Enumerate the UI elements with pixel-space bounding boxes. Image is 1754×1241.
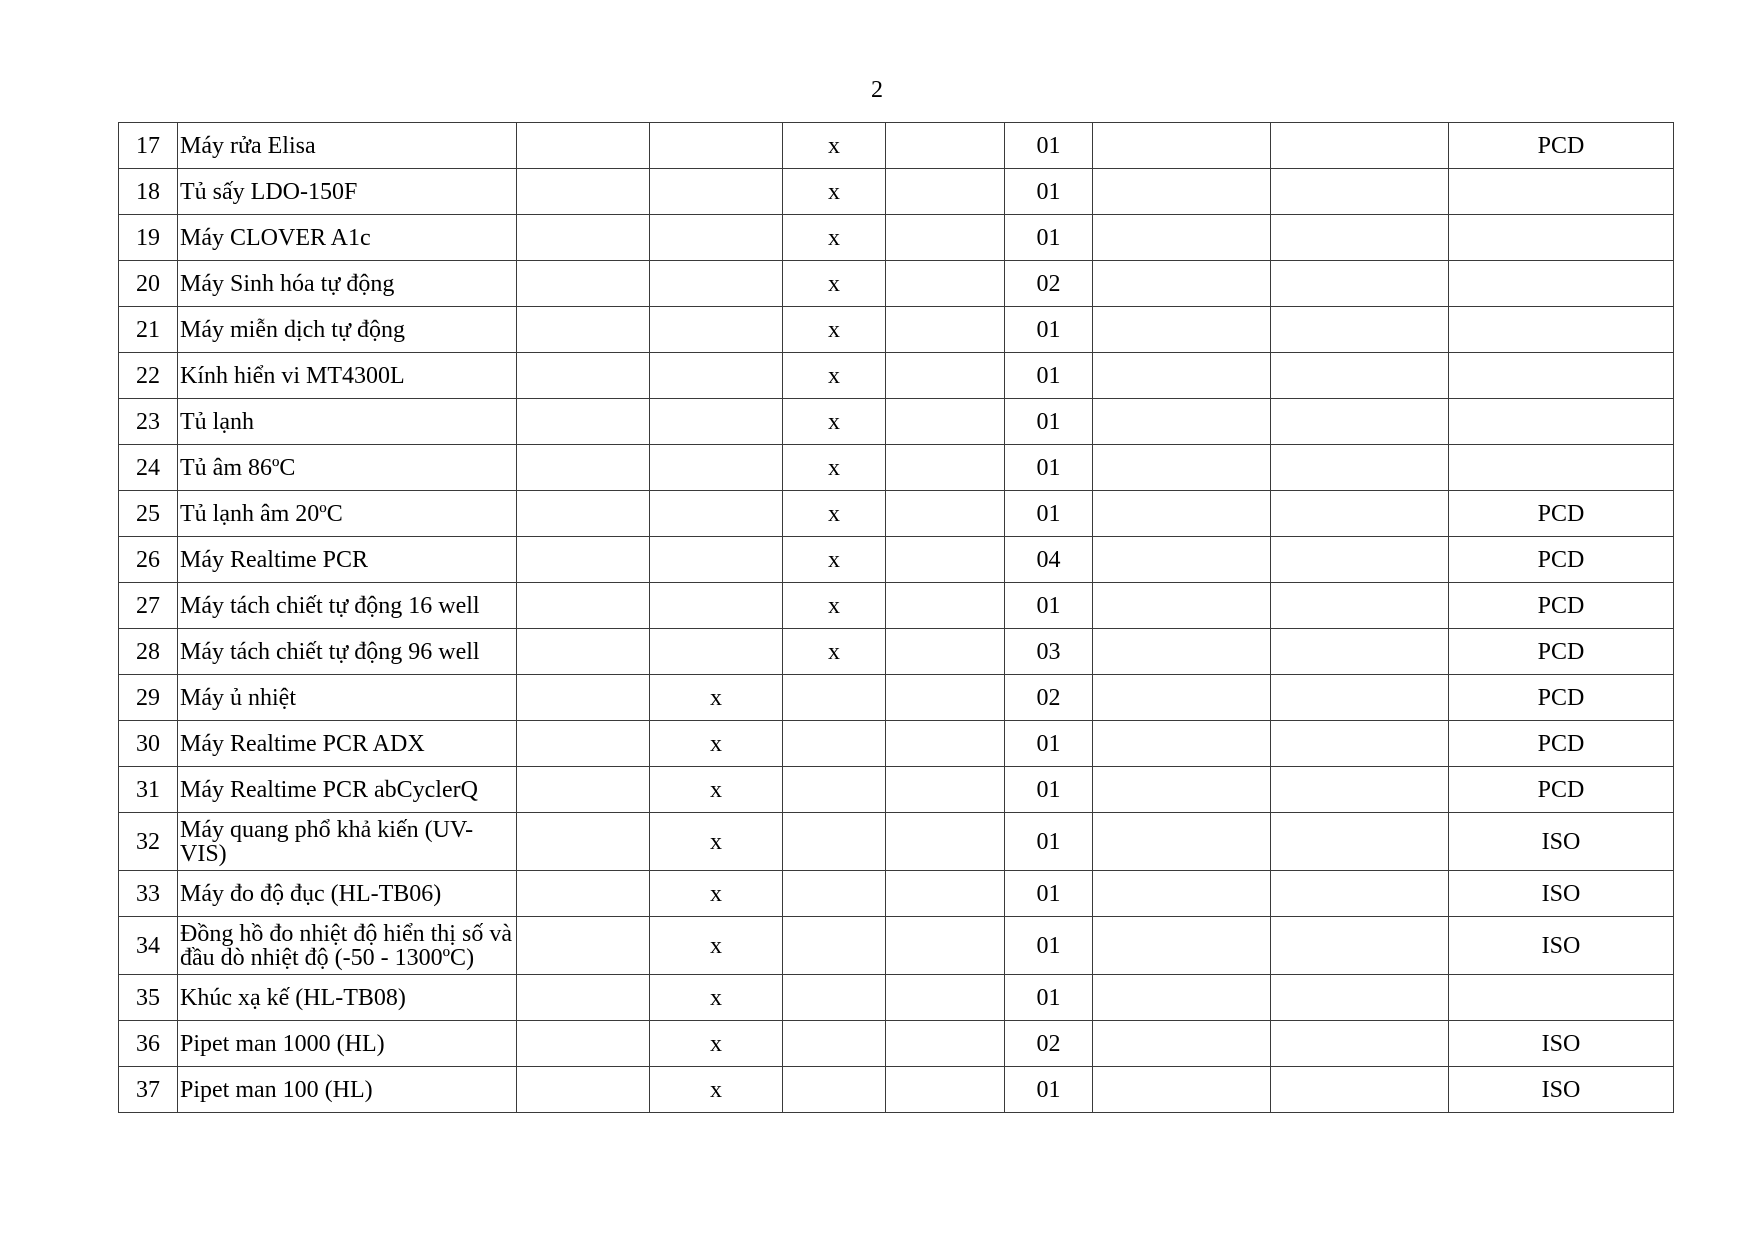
equipment-name-cell: Máy ủ nhiệt <box>178 675 517 721</box>
column-9-cell <box>1271 813 1449 871</box>
quantity-cell: 01 <box>1005 399 1093 445</box>
column-9-cell <box>1271 1067 1449 1113</box>
column-5-cell: x <box>783 169 886 215</box>
column-9-cell <box>1271 445 1449 491</box>
quantity-cell: 01 <box>1005 123 1093 169</box>
column-3-cell <box>517 445 650 491</box>
column-6-cell <box>886 537 1005 583</box>
column-4-cell: x <box>650 975 783 1021</box>
note-cell <box>1449 353 1674 399</box>
column-4-cell <box>650 307 783 353</box>
column-9-cell <box>1271 261 1449 307</box>
column-5-cell: x <box>783 583 886 629</box>
column-8-cell <box>1093 123 1271 169</box>
column-9-cell <box>1271 123 1449 169</box>
column-9-cell <box>1271 871 1449 917</box>
quantity-cell: 01 <box>1005 307 1093 353</box>
table-row <box>119 537 1674 583</box>
equipment-name-cell: Máy Realtime PCR <box>178 537 517 583</box>
column-5-cell: x <box>783 261 886 307</box>
note-cell: PCD <box>1449 721 1674 767</box>
row-number-cell: 20 <box>119 261 178 307</box>
table-row <box>119 675 1674 721</box>
column-6-cell <box>886 1021 1005 1067</box>
column-5-cell <box>783 1067 886 1113</box>
row-number-cell: 27 <box>119 583 178 629</box>
column-5-cell <box>783 767 886 813</box>
row-number-cell: 32 <box>119 813 178 871</box>
column-3-cell <box>517 353 650 399</box>
quantity-cell: 02 <box>1005 1021 1093 1067</box>
column-8-cell <box>1093 169 1271 215</box>
column-6-cell <box>886 721 1005 767</box>
column-3-cell <box>517 123 650 169</box>
column-8-cell <box>1093 767 1271 813</box>
row-number-cell: 24 <box>119 445 178 491</box>
row-number-cell: 35 <box>119 975 178 1021</box>
equipment-name-cell: Máy Realtime PCR ADX <box>178 721 517 767</box>
column-3-cell <box>517 1067 650 1113</box>
column-9-cell <box>1271 537 1449 583</box>
row-number-cell: 21 <box>119 307 178 353</box>
column-8-cell <box>1093 675 1271 721</box>
column-3-cell <box>517 629 650 675</box>
quantity-cell: 03 <box>1005 629 1093 675</box>
table-row <box>119 813 1674 871</box>
column-8-cell <box>1093 1067 1271 1113</box>
column-8-cell <box>1093 537 1271 583</box>
column-6-cell <box>886 1067 1005 1113</box>
equipment-name-cell: Máy miễn dịch tự động <box>178 307 517 353</box>
table-row <box>119 975 1674 1021</box>
column-6-cell <box>886 629 1005 675</box>
column-6-cell <box>886 445 1005 491</box>
quantity-cell: 01 <box>1005 353 1093 399</box>
equipment-name-cell: Máy tách chiết tự động 96 well <box>178 629 517 675</box>
column-6-cell <box>886 491 1005 537</box>
column-6-cell <box>886 215 1005 261</box>
page-number: 2 <box>871 77 883 103</box>
table-row <box>119 629 1674 675</box>
table-row <box>119 1021 1674 1067</box>
note-cell: ISO <box>1449 1067 1674 1113</box>
table-row <box>119 917 1674 975</box>
row-number-cell: 33 <box>119 871 178 917</box>
column-9-cell <box>1271 491 1449 537</box>
column-8-cell <box>1093 975 1271 1021</box>
quantity-cell: 01 <box>1005 583 1093 629</box>
note-cell: PCD <box>1449 767 1674 813</box>
column-4-cell: x <box>650 917 783 975</box>
row-number-cell: 37 <box>119 1067 178 1113</box>
column-4-cell <box>650 261 783 307</box>
column-3-cell <box>517 675 650 721</box>
column-8-cell <box>1093 399 1271 445</box>
note-cell <box>1449 445 1674 491</box>
equipment-name-cell: Tủ sấy LDO-150F <box>178 169 517 215</box>
table-row <box>119 721 1674 767</box>
table-row <box>119 871 1674 917</box>
row-number-cell: 29 <box>119 675 178 721</box>
column-3-cell <box>517 491 650 537</box>
quantity-cell: 04 <box>1005 537 1093 583</box>
column-6-cell <box>886 123 1005 169</box>
column-5-cell: x <box>783 353 886 399</box>
row-number-cell: 22 <box>119 353 178 399</box>
column-5-cell: x <box>783 445 886 491</box>
column-5-cell: x <box>783 629 886 675</box>
column-8-cell <box>1093 629 1271 675</box>
note-cell <box>1449 169 1674 215</box>
row-number-cell: 31 <box>119 767 178 813</box>
column-8-cell <box>1093 813 1271 871</box>
column-6-cell <box>886 169 1005 215</box>
equipment-name-cell: Máy Realtime PCR abCyclerQ <box>178 767 517 813</box>
note-cell <box>1449 215 1674 261</box>
table-row <box>119 353 1674 399</box>
column-5-cell <box>783 721 886 767</box>
note-cell <box>1449 261 1674 307</box>
column-8-cell <box>1093 721 1271 767</box>
column-4-cell: x <box>650 721 783 767</box>
column-6-cell <box>886 399 1005 445</box>
table-row <box>119 307 1674 353</box>
column-3-cell <box>517 813 650 871</box>
column-9-cell <box>1271 629 1449 675</box>
table-row <box>119 445 1674 491</box>
column-4-cell: x <box>650 767 783 813</box>
quantity-cell: 01 <box>1005 491 1093 537</box>
table-row <box>119 491 1674 537</box>
column-8-cell <box>1093 1021 1271 1067</box>
table-row <box>119 583 1674 629</box>
note-cell <box>1449 307 1674 353</box>
column-3-cell <box>517 215 650 261</box>
equipment-name-cell: Máy CLOVER A1c <box>178 215 517 261</box>
note-cell <box>1449 399 1674 445</box>
column-6-cell <box>886 917 1005 975</box>
column-4-cell <box>650 537 783 583</box>
note-cell: PCD <box>1449 491 1674 537</box>
equipment-name-cell: Đồng hồ đo nhiệt độ hiển thị số và đầu dò nhiệt độ (-50 - 1300ºC) <box>178 917 517 975</box>
quantity-cell: 02 <box>1005 261 1093 307</box>
quantity-cell: 01 <box>1005 445 1093 491</box>
column-5-cell: x <box>783 123 886 169</box>
note-cell: PCD <box>1449 675 1674 721</box>
quantity-cell: 01 <box>1005 975 1093 1021</box>
column-4-cell <box>650 399 783 445</box>
equipment-name-cell: Máy tách chiết tự động 16 well <box>178 583 517 629</box>
column-9-cell <box>1271 975 1449 1021</box>
note-cell: ISO <box>1449 1021 1674 1067</box>
column-6-cell <box>886 307 1005 353</box>
column-3-cell <box>517 871 650 917</box>
column-4-cell <box>650 629 783 675</box>
column-6-cell <box>886 871 1005 917</box>
quantity-cell: 02 <box>1005 675 1093 721</box>
column-4-cell <box>650 123 783 169</box>
column-3-cell <box>517 917 650 975</box>
column-4-cell <box>650 353 783 399</box>
quantity-cell: 01 <box>1005 169 1093 215</box>
row-number-cell: 25 <box>119 491 178 537</box>
column-4-cell: x <box>650 1021 783 1067</box>
column-5-cell: x <box>783 215 886 261</box>
column-5-cell <box>783 917 886 975</box>
row-number-cell: 26 <box>119 537 178 583</box>
table-row <box>119 1067 1674 1113</box>
column-3-cell <box>517 261 650 307</box>
column-8-cell <box>1093 917 1271 975</box>
column-6-cell <box>886 813 1005 871</box>
row-number-cell: 17 <box>119 123 178 169</box>
column-4-cell <box>650 169 783 215</box>
column-9-cell <box>1271 583 1449 629</box>
row-number-cell: 28 <box>119 629 178 675</box>
column-3-cell <box>517 975 650 1021</box>
quantity-cell: 01 <box>1005 813 1093 871</box>
note-cell: PCD <box>1449 583 1674 629</box>
row-number-cell: 23 <box>119 399 178 445</box>
column-8-cell <box>1093 445 1271 491</box>
column-3-cell <box>517 721 650 767</box>
quantity-cell: 01 <box>1005 721 1093 767</box>
column-8-cell <box>1093 583 1271 629</box>
table-row <box>119 215 1674 261</box>
column-5-cell <box>783 675 886 721</box>
column-3-cell <box>517 399 650 445</box>
column-4-cell: x <box>650 813 783 871</box>
column-4-cell: x <box>650 871 783 917</box>
equipment-name-cell: Pipet man 1000 (HL) <box>178 1021 517 1067</box>
column-9-cell <box>1271 215 1449 261</box>
equipment-name-cell: Tủ lạnh âm 20ºC <box>178 491 517 537</box>
column-8-cell <box>1093 871 1271 917</box>
table-row <box>119 169 1674 215</box>
column-3-cell <box>517 583 650 629</box>
column-5-cell: x <box>783 399 886 445</box>
table-body <box>119 123 1674 1113</box>
note-cell: ISO <box>1449 917 1674 975</box>
column-8-cell <box>1093 261 1271 307</box>
column-5-cell <box>783 871 886 917</box>
column-5-cell <box>783 975 886 1021</box>
equipment-table <box>118 122 1674 1113</box>
column-8-cell <box>1093 307 1271 353</box>
column-5-cell: x <box>783 537 886 583</box>
table-row <box>119 123 1674 169</box>
equipment-name-cell: Tủ lạnh <box>178 399 517 445</box>
column-6-cell <box>886 353 1005 399</box>
quantity-cell: 01 <box>1005 1067 1093 1113</box>
equipment-name-cell: Máy đo độ đục (HL-TB06) <box>178 871 517 917</box>
equipment-name-cell: Máy Sinh hóa tự động <box>178 261 517 307</box>
table-row <box>119 767 1674 813</box>
row-number-cell: 34 <box>119 917 178 975</box>
column-9-cell <box>1271 721 1449 767</box>
column-6-cell <box>886 583 1005 629</box>
note-cell: PCD <box>1449 629 1674 675</box>
table-row <box>119 399 1674 445</box>
column-4-cell <box>650 491 783 537</box>
column-9-cell <box>1271 917 1449 975</box>
column-9-cell <box>1271 169 1449 215</box>
equipment-name-cell: Pipet man 100 (HL) <box>178 1067 517 1113</box>
column-4-cell: x <box>650 675 783 721</box>
column-4-cell <box>650 445 783 491</box>
quantity-cell: 01 <box>1005 871 1093 917</box>
note-cell: ISO <box>1449 871 1674 917</box>
row-number-cell: 36 <box>119 1021 178 1067</box>
column-9-cell <box>1271 1021 1449 1067</box>
equipment-name-cell: Kính hiển vi MT4300L <box>178 353 517 399</box>
column-5-cell: x <box>783 491 886 537</box>
column-3-cell <box>517 1021 650 1067</box>
column-8-cell <box>1093 215 1271 261</box>
equipment-name-cell: Tủ âm 86ºC <box>178 445 517 491</box>
column-3-cell <box>517 537 650 583</box>
table-row <box>119 261 1674 307</box>
quantity-cell: 01 <box>1005 917 1093 975</box>
column-3-cell <box>517 767 650 813</box>
column-9-cell <box>1271 399 1449 445</box>
column-4-cell <box>650 583 783 629</box>
column-9-cell <box>1271 767 1449 813</box>
column-3-cell <box>517 169 650 215</box>
row-number-cell: 30 <box>119 721 178 767</box>
column-4-cell <box>650 215 783 261</box>
column-4-cell: x <box>650 1067 783 1113</box>
column-5-cell <box>783 813 886 871</box>
equipment-name-cell: Máy rửa Elisa <box>178 123 517 169</box>
column-9-cell <box>1271 307 1449 353</box>
note-cell: PCD <box>1449 123 1674 169</box>
row-number-cell: 19 <box>119 215 178 261</box>
column-6-cell <box>886 261 1005 307</box>
column-6-cell <box>886 767 1005 813</box>
row-number-cell: 18 <box>119 169 178 215</box>
column-5-cell: x <box>783 307 886 353</box>
quantity-cell: 01 <box>1005 767 1093 813</box>
column-8-cell <box>1093 491 1271 537</box>
column-8-cell <box>1093 353 1271 399</box>
column-6-cell <box>886 975 1005 1021</box>
note-cell: ISO <box>1449 813 1674 871</box>
column-9-cell <box>1271 353 1449 399</box>
note-cell <box>1449 975 1674 1021</box>
quantity-cell: 01 <box>1005 215 1093 261</box>
equipment-name-cell: Máy quang phổ khả kiến (UV-VIS) <box>178 813 517 871</box>
note-cell: PCD <box>1449 537 1674 583</box>
equipment-name-cell: Khúc xạ kế (HL-TB08) <box>178 975 517 1021</box>
column-6-cell <box>886 675 1005 721</box>
column-3-cell <box>517 307 650 353</box>
column-5-cell <box>783 1021 886 1067</box>
column-9-cell <box>1271 675 1449 721</box>
